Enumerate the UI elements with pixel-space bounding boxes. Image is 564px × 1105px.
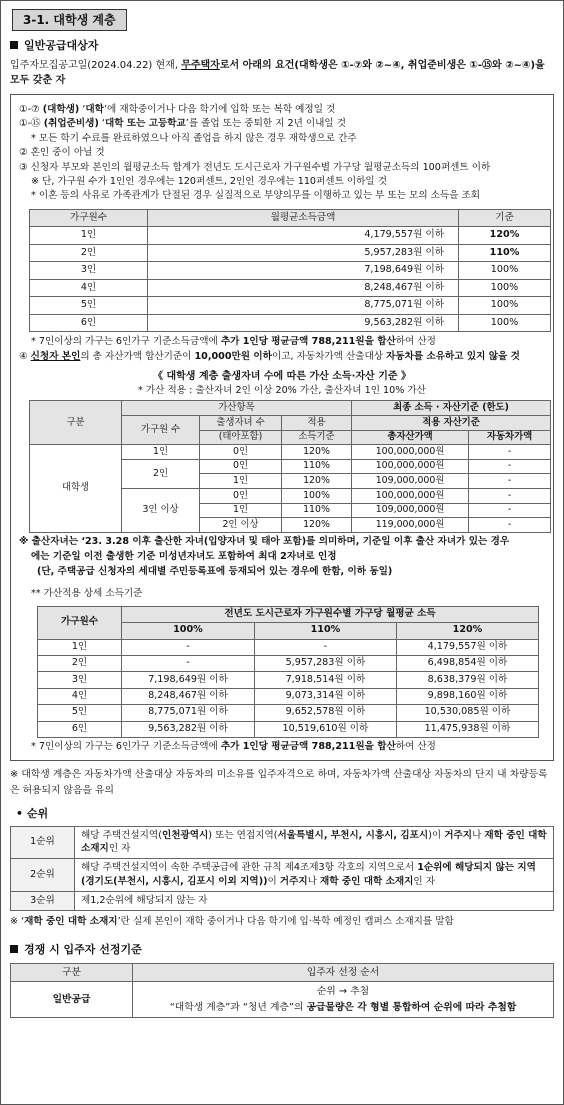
condition-3-note-2: * 이혼 등의 사유로 가족관계가 단절된 경우 실질적으로 부양의무를 이행하고 있는 부 또는 모의 소득을 조회	[31, 190, 481, 202]
priority-heading: • 순위	[16, 806, 49, 820]
income-criteria-table	[29, 209, 551, 333]
detail-criteria-label: ** 가산적용 상세 소득기준	[31, 588, 143, 600]
children-note-2: 에는 기준일 이전 출생한 기준 미성년자녀도 포함하여 최대 2자녀로 인정	[31, 550, 337, 562]
condition-1-note: * 모든 학기 수료를 완료하였으나 아직 졸업을 하지 않은 경우 재학생으로 간주	[31, 132, 357, 144]
priority-table	[10, 826, 554, 912]
table-row: 1인 4,179,557원 이하 120%	[30, 227, 551, 245]
table-row: 3순위 제1,2순위에 해당되지 않는 자	[11, 892, 554, 911]
table-row: 6인 9,563,282원 이하 10,519,610원 이하 11,475,938원 이하	[38, 721, 539, 737]
condition-1-job-seeker: ①-⑮ (취업준비생) ‘대학 또는 고등학교’를 졸업 또는 중퇴한 지 2년 이내일 것	[19, 118, 347, 130]
general-supply-heading: 일반공급대상자	[10, 39, 554, 54]
table-row: 3인 7,198,649원 이하 7,918,514원 이하 8,638,379원 이하	[38, 672, 539, 688]
seven-plus-note: * 7인이상의 가구는 6인가구 기준소득금액에 추가 1인당 평균금액 788,211원을 합산하여 산정	[31, 336, 436, 348]
bonus-criteria-subtitle: * 가산 적용 : 출산자녀 2인 이상 20% 가산, 출산자녀 1인 10% 가산	[138, 384, 426, 396]
table-row: 2인 이상 120% 119,000,000원 -	[30, 518, 551, 533]
table-row: 2인 0인 110% 100,000,000원 -	[30, 459, 551, 474]
bonus-criteria-title: 《 대학생 계층 출생자녀 수에 따른 가산 소득·자산 기준 》	[153, 371, 411, 383]
children-note-1: ※ 출산자녀는 ‘23. 3.28 이후 출산한 자녀(입양자녀 및 태아 포함)를 의미하며, 기준일 이후 출산 자녀가 있는 경우	[19, 535, 510, 547]
square-bullet-icon	[10, 41, 18, 49]
table-row: 5인 8,775,071원 이하 9,652,578원 이하 10,530,085원 이하	[38, 705, 539, 721]
table-row: 3인 7,198,649원 이하 100%	[30, 262, 551, 280]
table-row: 1인 - - 4,179,557원 이하	[38, 639, 539, 655]
selection-table: 구분 입주자 선정 순서 일반공급 순위 → 추첨 “대학생 계층”과 “청년 계층”의 공급물량은 각 형별 통합하여 순위에 따라 추첨함	[10, 963, 554, 1018]
table-row: 1인 110% 109,000,000원 -	[30, 503, 551, 518]
condition-3-note-1: ※ 단, 가구원 수가 1인인 경우에는 120퍼센트, 2인인 경우에는 110퍼센트 이하일 것	[31, 175, 388, 187]
table-row: 6인 9,563,282원 이하 100%	[30, 314, 551, 332]
bonus-criteria-table: 구분 가산항목 최종 소득 · 자산기준 (한도) 가구원 수 출생자녀 수 적용 적용 자산기준 (태아포함) 소득기준 총자산가액 자동차가액 대학생 1인 0인 120% 100,000,000원 - 2인 0인 110% 100,000,000원 - 1인 120% 109,000,000원 - 3인 이상 0인 100% 100,000,000원 - 1인 110% 109,000,000원 - 2인 이상 120% 119,000,000원 -	[29, 400, 551, 532]
detail-income-table: 가구원수 전년도 도시근로자 가구원수별 가구당 월평균 소득 100% 110% 120% 1인 - - 4,179,557원 이하 2인 - 5,957,283원 이하 6,498,854원 이하 3인 7,198,649원 이하 7,918,514원 이하 8,638,379원 이하 4인 8,248,467원 이하 9,073,314원 이하 9,898,160원 이하 5인 8,775,071원 이하 9,652,578원 이하 10,530,085원 이하 6인 9,563,282원 이하 10,519,610원 이하 11,475,938원 이하	[37, 606, 539, 738]
condition-2: ② 혼인 중이 아닐 것	[19, 147, 105, 159]
condition-4: ④ 신청자 본인의 총 자산가액 합산기준이 10,000만원 이하이고, 자동차가액 산출대상 자동차를 소유하고 있지 않을 것	[19, 350, 520, 362]
table-row: 2인 5,957,283원 이하 110%	[30, 244, 551, 262]
selection-heading: 경쟁 시 입주자 선정기준	[10, 943, 554, 958]
eligibility-intro: 입주자모집공고일(2024.04.22) 현재, 무주택자로서 아래의 요건(대학생은 ①-⑦와 ②~④, 취업준비생은 ①-⑮와 ②~④)을 모두 갖춘 자	[10, 60, 545, 86]
car-note: ※ 대학생 계층은 자동차가액 산출대상 자동차의 미소유를 입주자격으로 하며, 자동차가액 산출대상 자동차의 단지 내 차량등록은 허용되지 않음을 유의	[10, 769, 548, 796]
detail-seven-plus-note: * 7인이상의 가구는 6인가구 기준소득금액에 추가 1인당 평균금액 788,211원을 합산하여 산정	[31, 740, 436, 752]
conditions-box	[10, 94, 554, 761]
condition-1-student: ①-⑦ (대학생) ‘대학’에 재학중이거나 다음 학기에 입학 또는 복학 예정일 것	[19, 104, 336, 116]
table-row: 일반공급 순위 → 추첨 “대학생 계층”과 “청년 계층”의 공급물량은 각 형별 통합하여 순위에 따라 추첨함	[11, 982, 554, 1018]
table-header-row: 가구원수 월평균소득금액 기준	[30, 209, 551, 227]
campus-note: ※ ‘재학 중인 대학 소재지’란 실제 본인이 재학 중이거나 다음 학기에 입·복학 예정인 캠퍼스 소재지를 말함	[10, 916, 454, 928]
table-row: 대학생 1인 0인 120% 100,000,000원 -	[30, 445, 551, 460]
table-row: 5인 8,775,071원 이하 100%	[30, 297, 551, 315]
table-row: 3인 이상 0인 100% 100,000,000원 -	[30, 489, 551, 504]
children-note-3: (단, 주택공급 신청자의 세대별 주민등록표에 등재되어 있는 경우에 한함, 이하 동일)	[37, 565, 393, 577]
table-row: 4인 8,248,467원 이하 9,073,314원 이하 9,898,160원 이하	[38, 688, 539, 704]
table-row: 2순위 해당 주택건설지역이 속한 주택공급에 관한 규칙 제4조제3항 각호의 지역으로서 1순위에 해당되지 않는 지역(경기도(부천시, 시흥시, 김포시 이외 지역))이 거주지나 재학 중인 대학 소재지인 자	[11, 859, 554, 892]
table-row: 1인 120% 109,000,000원 -	[30, 474, 551, 489]
condition-3: ③ 신청자 부모와 본인의 월평균소득 합계가 전년도 도시근로자 가구원수별 가구당 월평균소득의 100퍼센트 이하	[19, 161, 491, 173]
table-row: 4인 8,248,467원 이하 100%	[30, 279, 551, 297]
table-row: 2인 - 5,957,283원 이하 6,498,854원 이하	[38, 655, 539, 671]
square-bullet-icon	[10, 945, 18, 953]
section-title: 3-1. 대학생 계층	[12, 9, 127, 31]
table-row: 1순위 해당 주택건설지역(인천광역시) 또는 연접지역(서울특별시, 부천시, 시흥시, 김포시)이 거주지나 재학 중인 대학 소재지인 자	[11, 826, 554, 859]
